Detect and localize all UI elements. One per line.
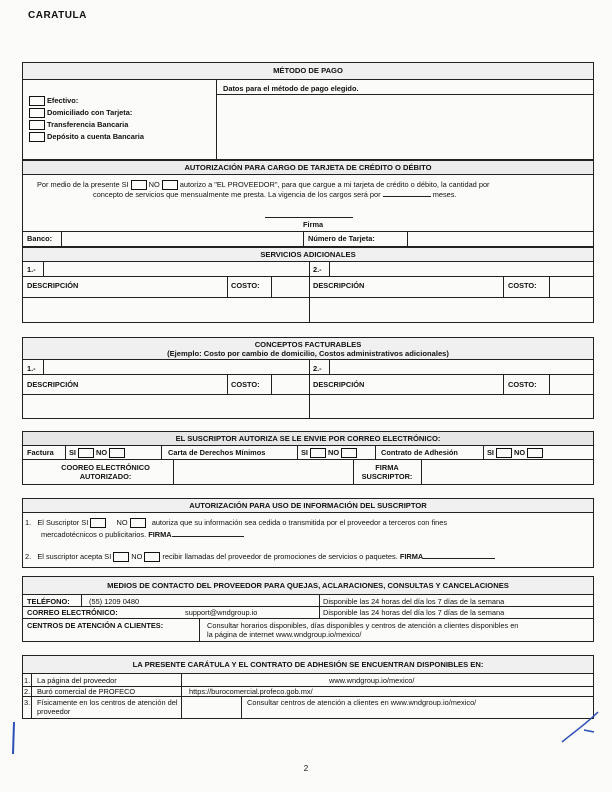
checkbox-carta-si[interactable] (310, 448, 326, 458)
contrato-options: SI NO (487, 448, 545, 458)
disponible-row-3-label: Físicamente en los centros de atención del (37, 698, 178, 707)
autorizacion-tarjeta-section (22, 160, 594, 247)
conceptos-facturables-title: CONCEPTOS FACTURABLES (254, 340, 362, 349)
disponible-row-3-n: 3. (24, 698, 31, 707)
disponible-row-2-n: 2. (24, 687, 31, 696)
disponible-row-2-label: Buró comercial de PROFECO (37, 687, 136, 696)
conceptos-facturables-header (23, 338, 593, 360)
contrato-label: Contrato de Adhesión (381, 448, 458, 457)
uso-informacion-title: AUTORIZACIÓN PARA USO DE INFORMACIÓN DEL SUSCRIPTOR (23, 499, 593, 513)
checkbox-domiciliado[interactable] (29, 108, 45, 118)
uso-informacion-section (22, 498, 594, 568)
datos-metodo-label: Datos para el método de pago elegido. (223, 84, 359, 93)
correo-section (22, 431, 594, 485)
concepto-costo-1: COSTO: (231, 380, 260, 389)
centros-text-2: la página de internet www.wndgroup.io/mexico/ (207, 630, 362, 639)
servicio-item-2: 2.- (313, 265, 322, 274)
correo-autorizado-label: COOREO ELECTRÓNICO AUTORIZADO: (61, 463, 150, 481)
checkbox-efectivo[interactable] (29, 96, 45, 106)
disponible-row-3-value: Consultar centros de atención a clientes en www.wndgroup.io/mexico/ (247, 698, 477, 707)
checkbox-uso-si[interactable] (90, 518, 106, 528)
option-efectivo[interactable]: Efectivo: (29, 96, 144, 106)
concepto-item-2: 2.- (313, 364, 322, 373)
checkbox-contrato-no[interactable] (527, 448, 543, 458)
numero-tarjeta-label: Número de Tarjeta: (308, 234, 375, 243)
metodo-pago-section (22, 62, 594, 160)
checkbox-factura-no[interactable] (109, 448, 125, 458)
disponible-row-1-label: La página del proveedor (37, 676, 117, 685)
checkbox-llamadas-si[interactable] (113, 552, 129, 562)
factura-options: SI NO (69, 448, 127, 458)
centros-label: CENTROS DE ATENCIÓN A CLIENTES: (27, 621, 164, 630)
option-domiciliado[interactable]: Domiciliado con Tarjeta: (29, 108, 144, 118)
disponible-row-1-n: 1. (24, 676, 31, 685)
telefono-label: TELÉFONO: (27, 597, 70, 606)
correo-value: support@wndgroup.io (185, 608, 258, 617)
page-header-title: CARATULA (28, 10, 87, 21)
servicios-adicionales-title: SERVICIOS ADICIONALES (23, 248, 593, 262)
conceptos-facturables-section (22, 337, 594, 419)
servicio-item-1: 1.- (27, 265, 36, 274)
carta-label: Carta de Derechos Mínimos (168, 448, 266, 457)
disponible-row-3-label2: proveedor (37, 707, 71, 716)
vigencia-blank[interactable] (383, 196, 431, 197)
factura-label: Factura (27, 448, 54, 457)
servicios-adicionales-section (22, 247, 594, 323)
checkbox-carta-no[interactable] (341, 448, 357, 458)
servicio-costo-2: COSTO: (508, 281, 537, 290)
checkbox-transferencia[interactable] (29, 120, 45, 130)
firma-label: Firma (303, 220, 324, 229)
disponibles-title: LA PRESENTE CARÁTULA Y EL CONTRATO DE ADHESIÓN SE ENCUENTRAN DISPONIBLES EN: (23, 656, 593, 674)
medios-contacto-section (22, 576, 594, 642)
servicio-descripcion-1: DESCRIPCIÓN (27, 281, 79, 290)
checkbox-factura-si[interactable] (78, 448, 94, 458)
disponible-row-1-value: www.wndgroup.io/mexico/ (329, 676, 415, 685)
concepto-descripcion-2: DESCRIPCIÓN (313, 380, 365, 389)
autorizacion-text-line2: concepto de servicios que mensualmente me presta. La vigencia de los cargos será por meses. (93, 190, 457, 199)
uso-item-1-line2: mercadotécnicos o publicitarios. FIRMA (41, 530, 244, 539)
concepto-costo-2: COSTO: (508, 380, 537, 389)
telefono-value: (55) 1209 0480 (89, 597, 140, 606)
uso-item-1-line1: 1. El Suscriptor SI NO autoriza que su información sea cedida o transmitida por el proveedor a terceros con fines (25, 518, 448, 527)
disponibles-section (22, 655, 594, 719)
telefono-disponible: Disponible las 24 horas del día los 7 días de la semana (323, 597, 505, 606)
checkbox-uso-no[interactable] (130, 518, 146, 528)
concepto-descripcion-1: DESCRIPCIÓN (27, 380, 79, 389)
ink-mark-left (8, 720, 20, 760)
servicio-costo-1: COSTO: (231, 281, 260, 290)
uso-item-2: 2. El suscriptor acepta SI NO recibir llamadas del proveedor de promociones de servicios o paquetes. FIRMA (25, 552, 495, 562)
checkbox-llamadas-no[interactable] (144, 552, 160, 562)
autorizacion-text-line1: Por medio de la presente SI NO autorizo a "EL PROVEEDOR", para que cargue a mi tarjeta de crédito o débito, la cantidad por (37, 180, 490, 189)
autorizacion-tarjeta-title: AUTORIZACIÓN PARA CARGO DE TARJETA DE CRÉDITO O DÉBITO (23, 161, 593, 175)
correo-disponible: Disponible las 24 horas del día los 7 días de la semana (323, 608, 505, 617)
option-deposito[interactable]: Depósito a cuenta Bancaria (29, 132, 144, 142)
firma-suscriptor-label: FIRMA SUSCRIPTOR: (361, 463, 413, 481)
page-number: 2 (303, 764, 309, 773)
banco-label: Banco: (27, 234, 53, 243)
conceptos-facturables-subtitle: (Ejemplo: Costo por cambio de domicilio, Costos administrativos adicionales) (167, 349, 449, 358)
checkbox-si-tarjeta[interactable] (131, 180, 147, 190)
servicio-descripcion-2: DESCRIPCIÓN (313, 281, 365, 290)
checkbox-contrato-si[interactable] (496, 448, 512, 458)
firma-llamadas-blank[interactable] (423, 558, 495, 559)
medios-contacto-title: MEDIOS DE CONTACTO DEL PROVEEDOR PARA QUEJAS, ACLARACIONES, CONSULTAS Y CANCELACIONES (23, 577, 593, 595)
checkbox-no-tarjeta[interactable] (162, 180, 178, 190)
checkbox-deposito[interactable] (29, 132, 45, 142)
correo-label: CORREO ELECTRÓNICO: (27, 608, 118, 617)
metodo-pago-options (29, 96, 144, 142)
disponible-row-2-value: https://burocomercial.profeco.gob.mx/ (189, 687, 313, 696)
option-transferencia[interactable]: Transferencia Bancaria (29, 120, 144, 130)
ink-mark-right (560, 710, 600, 744)
centros-text-1: Consultar horarios disponibles, días disponibles y centros de atención a clientes disponibles en (207, 621, 519, 630)
concepto-item-1: 1.- (27, 364, 36, 373)
firma-line (265, 217, 353, 218)
firma-uso-blank[interactable] (172, 536, 244, 537)
carta-options: SI NO (301, 448, 359, 458)
metodo-pago-title: MÉTODO DE PAGO (23, 63, 593, 80)
correo-title: EL SUSCRIPTOR AUTORIZA SE LE ENVIE POR CORREO ELECTRÓNICO: (23, 432, 593, 446)
